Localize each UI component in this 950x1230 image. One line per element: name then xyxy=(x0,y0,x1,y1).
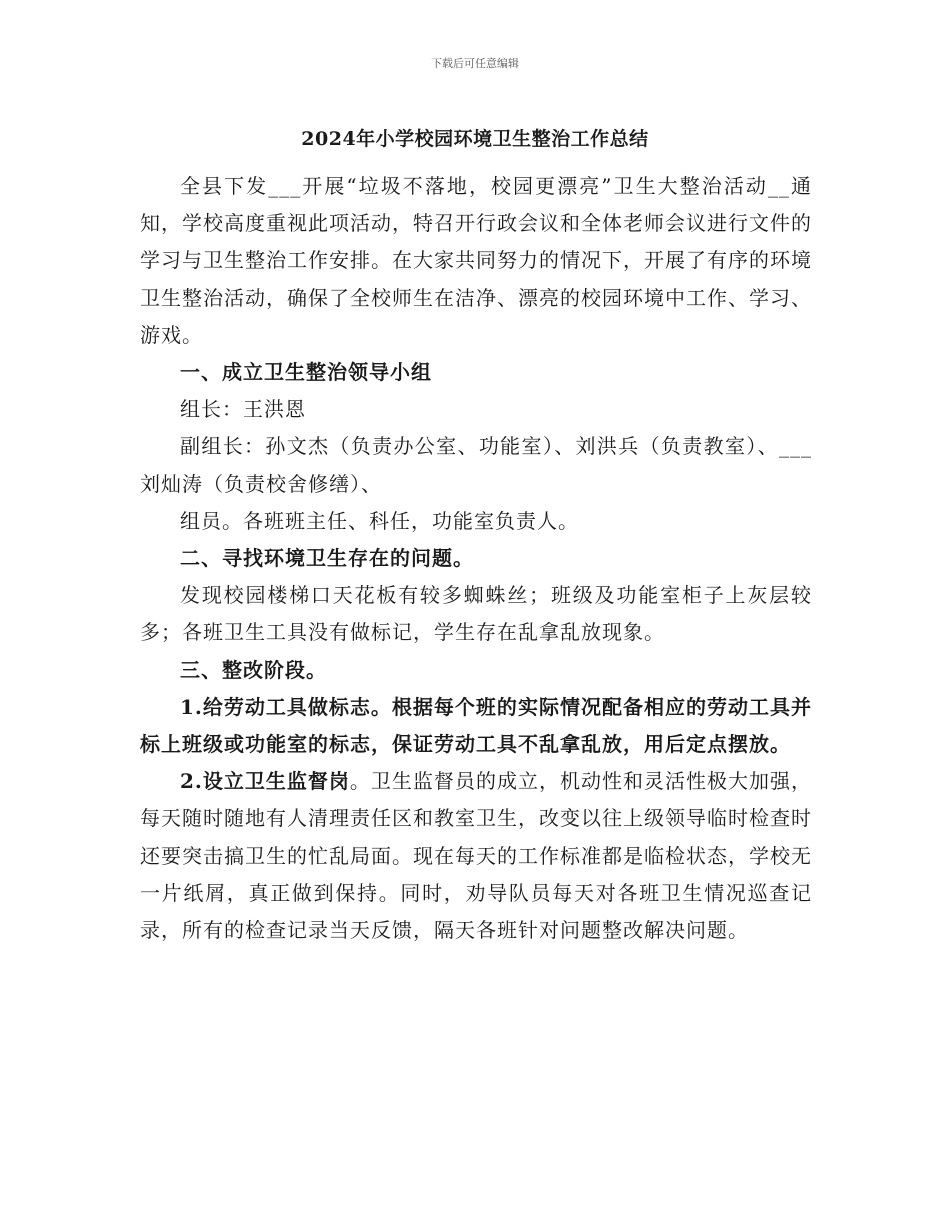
item2-lead: 2.设立卫生监督岗 xyxy=(180,769,350,794)
intro-paragraph: 全县下发___开展“垃圾不落地，校园更漂亮”卫生大整治活动__通知，学校高度重视此项活动，特召开行政会议和全体老师会议进行文件的学习与卫生整治工作安排。在大家共同努力的情况下，开展了有序的环境卫生整治活动，确保了全校师生在洁净、漂亮的校园环境中工作、学习、游戏。 xyxy=(140,174,812,347)
document-title: 2024年小学校园环境卫生整治工作总结 xyxy=(301,128,649,150)
header-note: 下载后可任意编辑 xyxy=(431,57,519,70)
section3-heading: 三、整改阶段。 xyxy=(180,657,327,682)
item2-rest: 。卫生监督员的成立，机动性和灵活性极大加强，每天随时随地有人清理责任区和教室卫生，改变以往上级领导临时检查时还要突击搞卫生的忙乱局面。现在每天的工作标准都是临检状态，学校无一片纸屑，真正做到保持。同时，劝导队员每天对各班卫生情况巡查记录，所有的检查记录当天反馈，隔天各班针对问题整改解决问题。 xyxy=(140,769,813,943)
leader-line: 组长：王洪恩 xyxy=(180,397,306,422)
problems-paragraph: 发现校园楼梯口天花板有较多蜘蛛丝；班级及功能室柜子上灰层较多；各班卫生工具没有做标记，学生存在乱拿乱放现象。 xyxy=(140,583,812,645)
vice-leader-line: 副组长：孙文杰（负责办公室、功能室）、刘洪兵（负责教室）、___刘灿涛（负责校舍修缮）、 xyxy=(140,434,812,496)
document-body xyxy=(140,168,812,949)
item2-paragraph xyxy=(140,763,812,949)
section2-heading: 二、寻找环境卫生存在的问题。 xyxy=(180,546,474,571)
section1-heading: 一、成立卫生整治领导小组 xyxy=(180,360,432,385)
members-line: 组员。各班班主任、科任，功能室负责人。 xyxy=(180,508,579,533)
item1-paragraph: 1.给劳动工具做标志。根据每个班的实际情况配备相应的劳动工具并标上班级或功能室的标志，保证劳动工具不乱拿乱放，用后定点摆放。 xyxy=(140,694,812,757)
